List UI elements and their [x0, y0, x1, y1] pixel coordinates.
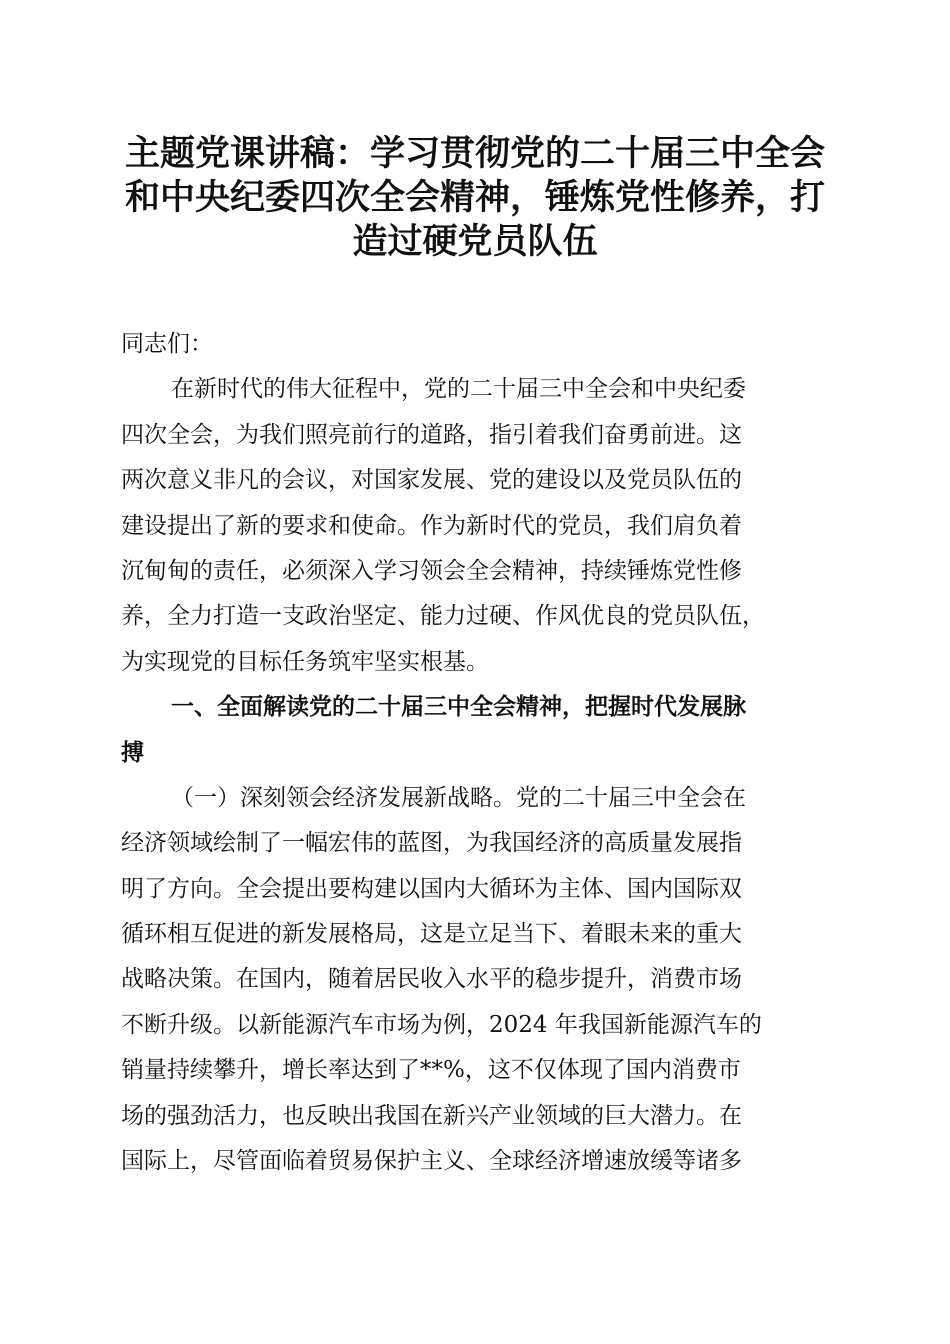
subsection-line: 场的强劲活力，也反映出我国在新兴产业领域的巨大潜力。在 — [121, 1102, 742, 1129]
subsection-line: 经济领域绘制了一幅宏伟的蓝图，为我国经济的高质量发展指 — [121, 830, 742, 857]
title-line-2: 和中央纪委四次全会精神，锤炼党性修养，打 — [124, 177, 825, 218]
intro-line: 在新时代的伟大征程中，党的二十届三中全会和中央纪委 — [171, 376, 746, 403]
title-line-3: 造过硬党员队伍 — [352, 221, 598, 262]
section-heading-line: 一、全面解读党的二十届三中全会精神，把握时代发展脉 — [171, 694, 746, 721]
section-1-heading — [121, 685, 833, 776]
title-line-1: 主题党课讲稿：学习贯彻党的二十届三中全会 — [124, 133, 825, 174]
intro-line: 养，全力打造一支政治坚定、能力过硬、作风优良的党员队伍， — [121, 603, 765, 630]
document-body — [121, 322, 833, 1184]
intro-line: 两次意义非凡的会议，对国家发展、党的建设以及党员队伍的 — [121, 467, 742, 494]
intro-line: 为实现党的目标任务筑牢坚实根基。 — [121, 648, 489, 675]
intro-line: 建设提出了新的要求和使命。作为新时代的党员，我们肩负着 — [121, 512, 742, 539]
subsection-line: 循环相互促进的新发展格局，这是立足当下、着眼未来的重大 — [121, 921, 742, 948]
salutation: 同志们： — [121, 331, 213, 357]
subsection-line: 战略决策。在国内，随着居民收入水平的稳步提升，消费市场 — [121, 966, 742, 993]
subsection-line: 国际上，尽管面临着贸易保护主义、全球经济增速放缓等诸多 — [121, 1148, 742, 1175]
intro-paragraph — [121, 367, 833, 685]
subsection-line: （一）深刻领会经济发展新战略。党的二十届三中全会在 — [171, 784, 746, 811]
document-title — [110, 132, 840, 264]
subsection-1-paragraph — [121, 776, 833, 1185]
intro-line: 沉甸甸的责任，必须深入学习领会全会精神，持续锤炼党性修 — [121, 557, 742, 584]
subsection-line: 明了方向。全会提出要构建以国内大循环为主体、国内国际双 — [121, 875, 742, 902]
subsection-line: 不断升级。以新能源汽车市场为例，2024 年我国新能源汽车的 — [121, 1011, 762, 1038]
intro-line: 四次全会，为我们照亮前行的道路，指引着我们奋勇前进。这 — [121, 421, 742, 448]
subsection-line: 销量持续攀升，增长率达到了**%，这不仅体现了国内消费市 — [121, 1057, 741, 1084]
section-heading-line: 搏 — [121, 739, 144, 766]
